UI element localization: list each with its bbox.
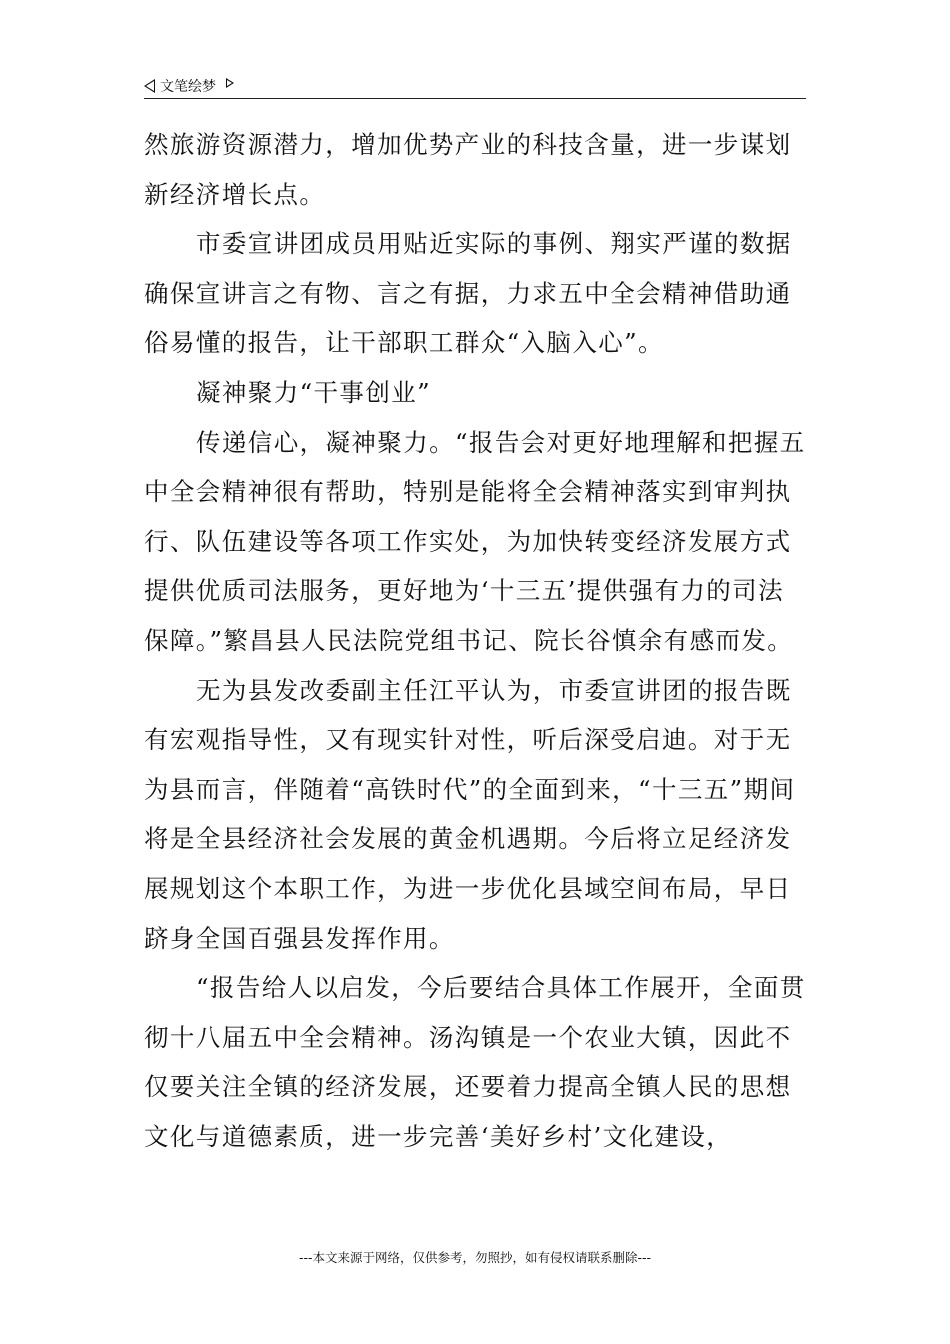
triangle-right-icon	[226, 78, 234, 88]
paragraph: “报告给人以启发，今后要结合具体工作展开，全面贯彻十八届五中全会精神。汤沟镇是一个农业大镇，因此不仅要关注全镇的经济发展，还要着力提高全镇人民的思想文化与道德素质，进一步完善‘美好乡村’文化建设，	[144, 973, 806, 1151]
header-brand	[144, 76, 234, 96]
paragraph: 市委宣讲团成员用贴近实际的事例、翔实严谨的数据确保宣讲言之有物、言之有据，力求五中全会精神借助通俗易懂的报告，让干部职工群众“入脑入心”。	[144, 229, 792, 358]
section-heading: 凝神聚力“干事创业”	[196, 377, 432, 407]
page-header	[144, 72, 806, 99]
paragraph-continuation: 然旅游资源潜力，增加优势产业的科技含量，进一步谋划新经济增长点。	[144, 130, 792, 209]
paragraph: 无为县发改委副主任江平认为，市委宣讲团的报告既有宏观指导性，又有现实针对性，听后深受启迪。对于无为县而言，伴随着“高铁时代”的全面到来，“十三五”期间将是全县经济社会发展的黄金机遇期。今后将立足经济发展规划这个本职工作，为进一步优化县域空间布局，早日跻身全国百强县发挥作用。	[144, 675, 796, 953]
document-body	[144, 120, 806, 1161]
triangle-left-icon	[144, 79, 155, 93]
paragraph: 传递信心，凝神聚力。“报告会对更好地理解和把握五中全会精神很有帮助，特别是能将全会精神落实到审判执行、队伍建设等各项工作实处，为加快转变经济发展方式提供优质司法服务，更好地为‘十三五’提供强有力的司法保障。”繁昌县人民法院党组书记、院长谷慎余有感而发。	[144, 427, 806, 655]
header-brand-text: 文笔绘梦	[160, 79, 216, 95]
page-footer-notice: ---本文来源于网络，仅供参考，勿照抄，如有侵权请联系删除---	[298, 1250, 652, 1265]
